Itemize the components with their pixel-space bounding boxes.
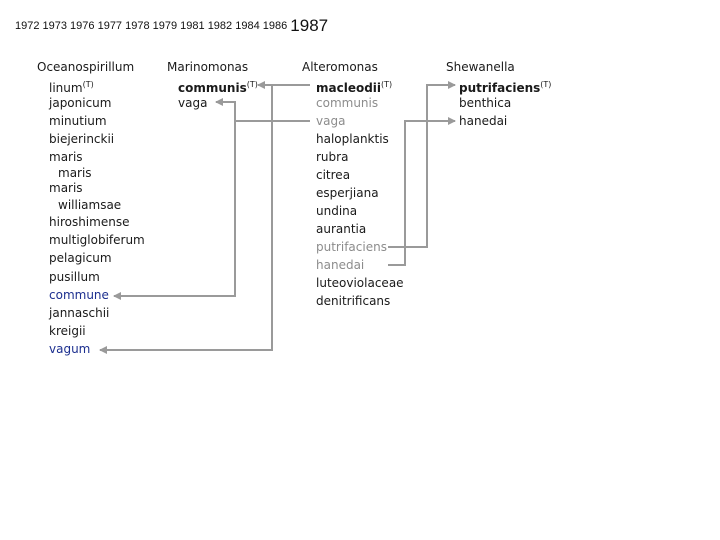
species-denitrificans: denitrificans (316, 294, 391, 308)
species-multiglobiferum: multiglobiferum (49, 233, 145, 247)
arrow-vaga-to-marinomonas (216, 102, 310, 121)
type-marker: (T) (246, 80, 258, 89)
species-haloplanktis: haloplanktis (316, 132, 389, 146)
species-kreigii: kreigii (49, 324, 86, 338)
species-communis-transferred: communis (316, 96, 379, 110)
species-macleodii-label: macleodii (316, 81, 382, 95)
species-maris-3: maris (49, 181, 83, 195)
genus-alteromonas: Alteromonas (302, 60, 378, 74)
species-esperjiana: esperjiana (316, 186, 379, 200)
species-commune: commune (49, 288, 109, 302)
species-citrea: citrea (316, 168, 351, 182)
species-pelagicum: pelagicum (49, 251, 112, 265)
arrow-putrifaciens-to-shewanella (388, 85, 455, 247)
genus-marinomonas: Marinomonas (167, 60, 249, 74)
species-jannaschii: jannaschii (49, 306, 110, 320)
species-japonicum: japonicum (49, 96, 112, 110)
species-biejerinckii: biejerinckii (49, 132, 115, 146)
species-vagum: vagum (49, 342, 91, 356)
species-pusillum: pusillum (49, 270, 100, 284)
genus-oceanospirillum: Oceanospirillum (37, 60, 135, 74)
type-marker: (T) (82, 80, 94, 89)
type-marker: (T) (381, 80, 393, 89)
arrow-hanedai-to-shewanella (388, 121, 455, 265)
arrow-vagum-bracket (100, 85, 272, 350)
species-vaga: vaga (178, 96, 208, 110)
timeline-highlight-year: 1987 (290, 16, 329, 35)
species-williamsae: williamsae (58, 198, 122, 212)
species-hiroshimense: hiroshimense (49, 215, 130, 229)
species-vaga-transferred: vaga (316, 114, 346, 128)
species-benthica: benthica (459, 96, 512, 110)
species-maris-1: maris (49, 150, 83, 164)
timeline-year-list: 1972 1973 1976 1977 1978 1979 1981 1982 1984 1986 (15, 20, 288, 32)
species-hanedai: hanedai (459, 114, 508, 128)
type-marker: (T) (540, 80, 552, 89)
species-rubra: rubra (316, 150, 349, 164)
species-aurantia: aurantia (316, 222, 367, 236)
species-luteoviolaceae: luteoviolaceae (316, 276, 404, 290)
species-maris-2: maris (58, 166, 92, 180)
arrow-commune-bracket (114, 121, 235, 296)
species-communis-label: communis (178, 81, 247, 95)
species-putrifaciens-label: putrifaciens (459, 81, 541, 95)
species-linum-label: linum (49, 81, 83, 95)
species-undina: undina (316, 204, 358, 218)
species-hanedai-transferred: hanedai (316, 258, 365, 272)
genus-shewanella: Shewanella (446, 60, 515, 74)
species-minutium: minutium (49, 114, 107, 128)
species-putrifaciens-transferred: putrifaciens (316, 240, 387, 254)
